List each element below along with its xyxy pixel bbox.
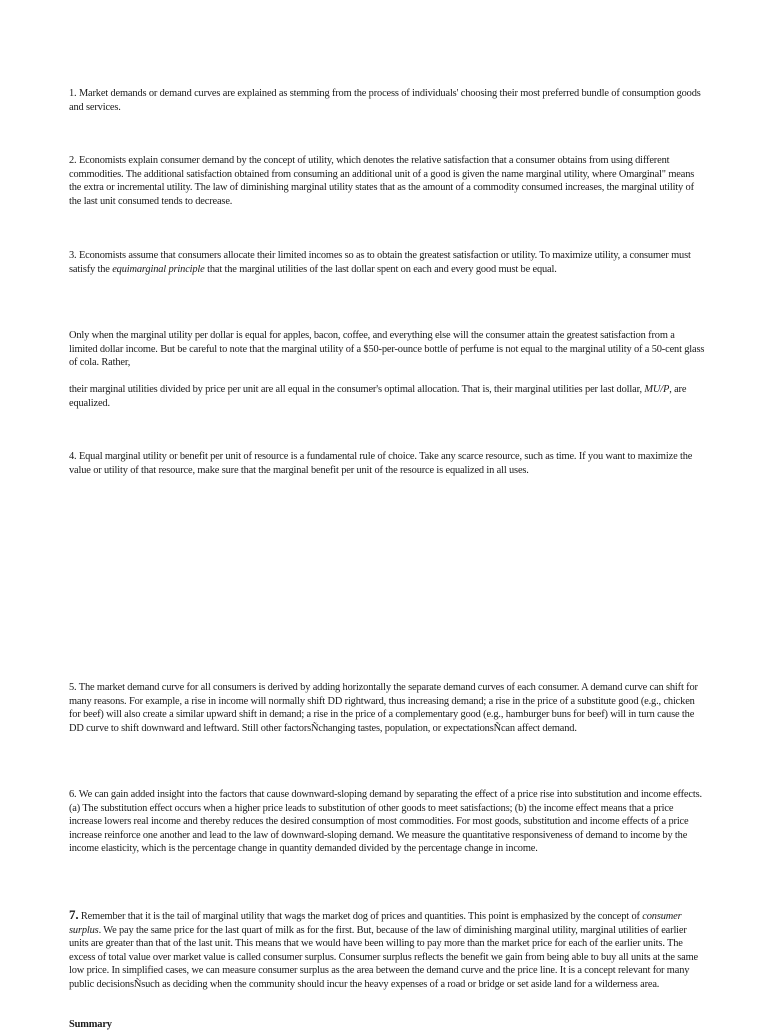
paragraph-7-number: 7. <box>69 907 79 922</box>
emphasis-mu-p: MU/P <box>644 384 670 395</box>
paragraph-their: their marginal utilities divided by price per unit are all equal in the consumer's optimal allocation. That is, their marginal utilities per last dollar, MU/P, are equalized. <box>69 384 687 409</box>
summary-heading: Summary <box>69 1019 112 1030</box>
paragraph-6: 6. We can gain added insight into the factors that cause downward-sloping demand by separating the effect of a price rise into substitution and income effects. (a) The substitution effect occurs when a higher price leads to substitution of other goods to meet satisfactions; (b) the income effect means that a price increase lowers real income and thereby reduces the desired consumption of most commodities. For most goods, substitution and income effects of a price increase reinforce one another and lead to the law of downward-sloping demand. We measure the quantitative responsiveness of demand to income by the income elasticity, which is the percentage change in quantity demanded divided by the percentage change in income. <box>69 789 702 855</box>
emphasis-consumer-surplus: consumer surplus <box>69 911 682 936</box>
paragraph-only-when: Only when the marginal utility per dollar is equal for apples, bacon, coffee, and everything else will the consumer attain the greatest satisfaction from a limited dollar income. But be careful to note that the marginal utility of a $50-per-ounce bottle of perfume is not equal to the marginal utility of a 50-cent glass of cola. Rather, <box>69 330 705 369</box>
paragraph-1: 1. Market demands or demand curves are explained as stemming from the process of individuals' choosing their most preferred bundle of consumption goods and services. <box>69 88 701 113</box>
paragraph-2: 2. Economists explain consumer demand by the concept of utility, which denotes the relative satisfaction that a consumer obtains from using different commodities. The additional satisfaction obtained from consuming an additional unit of a good is given the name marginal utility, where Omarginal" means the extra or incremental utility. The law of diminishing marginal utility states that as the amount of a commodity consumed increases, the marginal utility of the last unit consumed tends to decrease. <box>69 155 695 207</box>
paragraph-3: 3. Economists assume that consumers allocate their limited incomes so as to obtain the greatest satisfaction or utility. To maximize utility, a consumer must satisfy the equimarginal principle that the marginal utilities of the last dollar spent on each and every good must be equal. <box>69 250 691 275</box>
paragraph-5: 5. The market demand curve for all consumers is derived by adding horizontally the separate demand curves of each consumer. A demand curve can shift for many reasons. For example, a rise in income will normally shift DD rightward, thus increasing demand; a rise in the price of a substitute good (e.g., chicken for beef) will also create a similar upward shift in demand; a rise in the price of a complementary good (e.g., hamburger buns for beef) will in turn cause the DD curve to shift downward and leftward. Still other factorsÑchanging tastes, population, or expectationsÑcan affect demand. <box>69 682 698 734</box>
paragraph-7: 7. Remember that it is the tail of marginal utility that wags the market dog of prices and quantities. This point is emphasized by the concept of consumer surplus. We pay the same price for the last quart of milk as for the first. But, because of the law of diminishing marginal utility, marginal utilities of earlier units are greater than that of the last unit. This means that we would have been willing to pay more than the market price for each of the earlier units. The excess of total value over market value is called consumer surplus. Consumer surplus reflects the benefit we gain from being able to buy all units at the same low price. In simplified cases, we can measure consumer surplus as the area between the demand curve and the price line. It is a concept relevant for many public decisionsÑsuch as deciding when the community should incur the heavy expenses of a road or bridge or set aside land for a wilderness area. <box>69 907 698 990</box>
emphasis-equimarginal: equimarginal principle <box>112 263 205 275</box>
paragraph-4: 4. Equal marginal utility or benefit per unit of resource is a fundamental rule of choice. Take any scarce resource, such as time. If you want to maximize the value or utility of that resource, make sure that the marginal benefit per unit of the resource is equalized in all uses. <box>69 451 693 476</box>
